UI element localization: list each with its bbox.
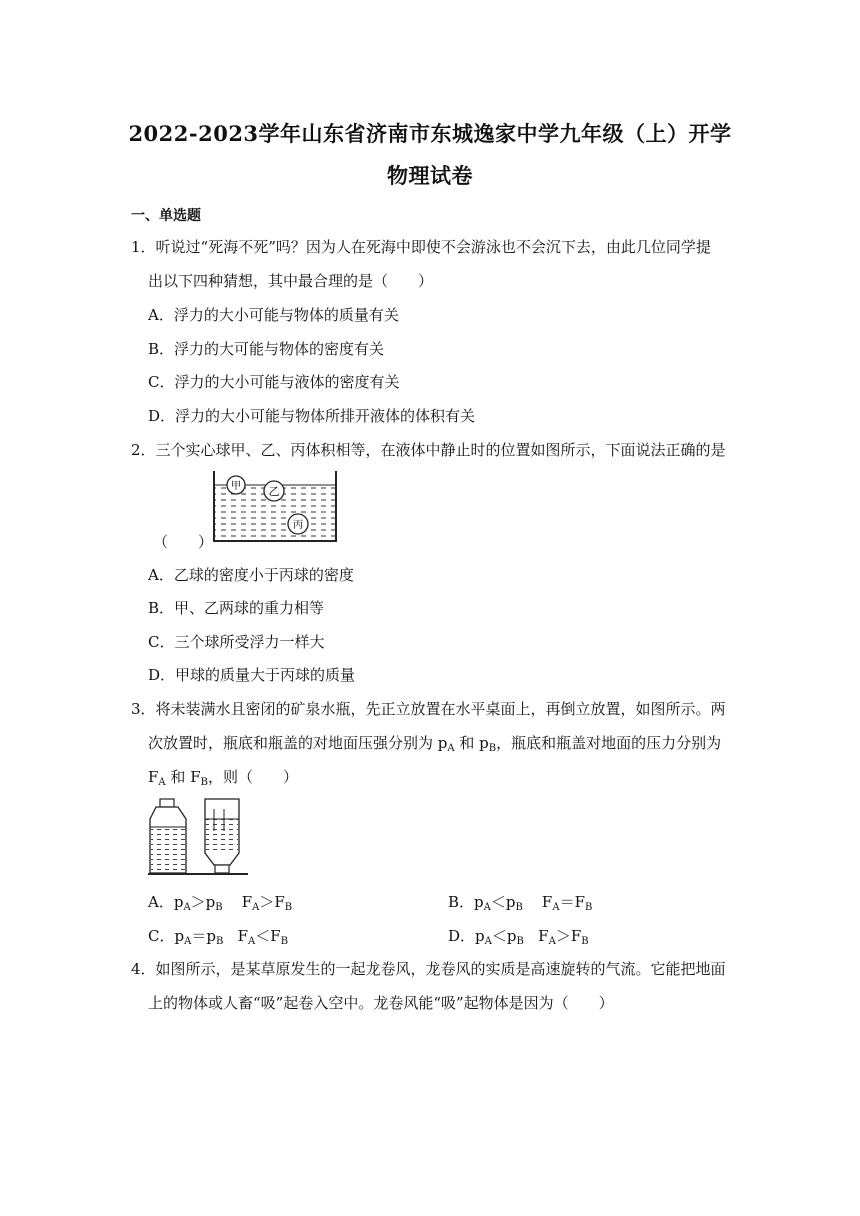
ball-yi-label: 乙 [268, 485, 280, 498]
question-3-option-a: A．$p_A>p_B$ $F_A>F_B$ [148, 893, 293, 913]
question-2-option-a: A．乙球的密度小于丙球的密度 [148, 566, 354, 584]
ball-bing-label: 丙 [293, 520, 303, 531]
question-4-text: 4．如图所示，是某草原发生的一起龙卷风，龙卷风的实质是高速旋转的气流。它能把地面 [131, 960, 726, 978]
question-2-paren: （ ） [153, 533, 214, 551]
question-3-text-cont: 次放置时，瓶底和瓶盖的对地面压强分别为 $p_A$ 和 $p_B$，瓶底和瓶盖对地面的压力分别为 [148, 734, 722, 754]
question-2-option-d: D．甲球的质量大于丙球的质量 [148, 666, 356, 684]
question-3-text: 3．将未装满水且密闭的矿泉水瓶，先正立放置在水平桌面上，再倒立放置，如图所示。两 [131, 700, 726, 718]
section-heading: 一、单选题 [131, 208, 201, 224]
question-1-text-cont: 出以下四种猜想，其中最合理的是（ ） [148, 272, 434, 290]
question-2-option-c: C．三个球所受浮力一样大 [148, 633, 325, 651]
question-1-option-d: D．浮力的大小可能与物体所排开液体的体积有关 [148, 407, 476, 425]
question-3-option-b: B．$p_A<p_B$ $F_A=F_B$ [448, 893, 593, 913]
question-3-option-d: D．$p_A<p_B$ $F_A>F_B$ [448, 927, 589, 947]
liquid-container-figure [210, 467, 340, 545]
question-1-option-c: C．浮力的大小可能与液体的密度有关 [148, 373, 400, 391]
question-1-text: 1．听说过“死海不死”吗？因为人在死海中即使不会游泳也不会沉下去，由此几位同学提 [131, 238, 711, 256]
question-1-option-b: B．浮力的大可能与物体的密度有关 [148, 340, 385, 358]
question-3-text-cont2: $F_A$ 和 $F_B$，则（ ） [148, 768, 298, 788]
question-1-option-a: A．浮力的大小可能与物体的质量有关 [148, 306, 399, 324]
bottles-figure [148, 797, 248, 879]
question-2-option-b: B．甲、乙两球的重力相等 [148, 599, 325, 617]
question-4-text-cont: 上的物体或人畜“吸”起卷入空中。龙卷风能“吸”起物体是因为（ ） [148, 994, 614, 1012]
page-title-line1: 2022-2023学年山东省济南市东城逸家中学九年级（上）开学 [128, 121, 732, 146]
ball-jia-label: 甲 [231, 481, 241, 492]
question-2-text: 2．三个实心球甲、乙、丙体积相等，在液体中静止时的位置如图所示，下面说法正确的是 [131, 441, 726, 459]
page-title-line2: 物理试卷 [387, 163, 473, 188]
question-3-option-c: C．$p_A=p_B$ $F_A<F_B$ [148, 927, 289, 947]
